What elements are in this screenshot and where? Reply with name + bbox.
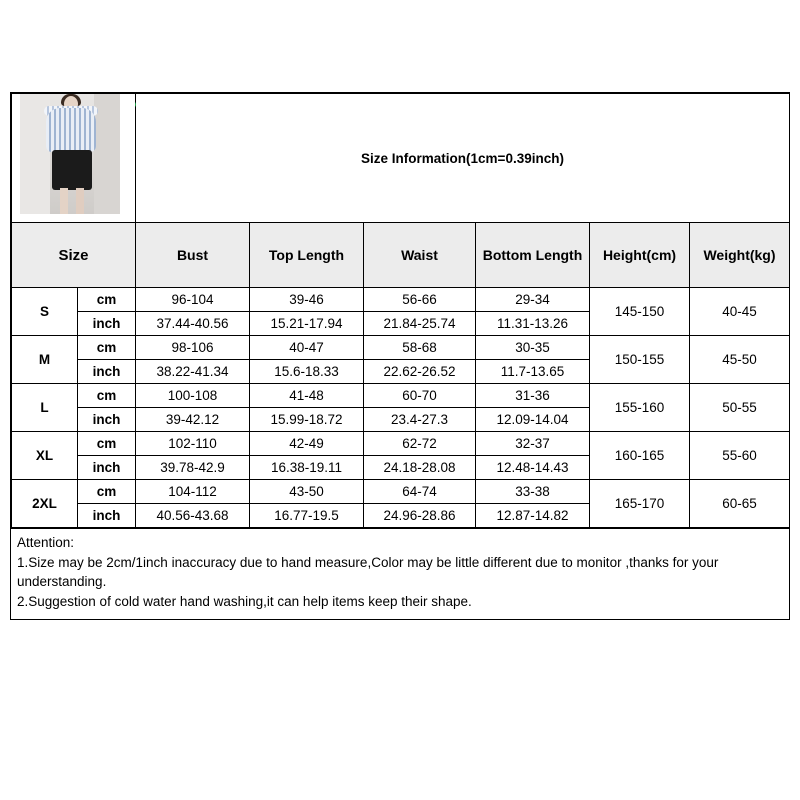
table-row: [12, 336, 790, 360]
unit-inch: inch: [78, 504, 136, 528]
cell-weight: 40-45: [690, 288, 790, 336]
column-header-waist: Waist: [364, 223, 476, 288]
cell-weight: 55-60: [690, 432, 790, 480]
cell-top-length-inch: 16.38-19.11: [250, 456, 364, 480]
cell-height: 145-150: [590, 288, 690, 336]
size-chart-sheet: [10, 92, 790, 620]
cell-top-length-inch: 15.21-17.94: [250, 312, 364, 336]
column-header-bust: Bust: [136, 223, 250, 288]
column-header-weight: Weight(kg): [690, 223, 790, 288]
unit-cm: cm: [78, 336, 136, 360]
cell-bottom-length-cm: 31-36: [476, 384, 590, 408]
cell-waist-inch: 24.18-28.08: [364, 456, 476, 480]
cell-height: 165-170: [590, 480, 690, 528]
cell-height: 160-165: [590, 432, 690, 480]
column-header-size: Size: [12, 223, 136, 288]
cell-top-length-cm: 43-50: [250, 480, 364, 504]
cell-bottom-length-inch: 11.31-13.26: [476, 312, 590, 336]
unit-inch: inch: [78, 312, 136, 336]
cell-bottom-length-inch: 12.48-14.43: [476, 456, 590, 480]
unit-cm: cm: [78, 288, 136, 312]
size-label: 2XL: [12, 480, 78, 528]
cell-bottom-length-inch: 11.7-13.65: [476, 360, 590, 384]
cell-waist-inch: 22.62-26.52: [364, 360, 476, 384]
cell-weight: 60-65: [690, 480, 790, 528]
cell-top-length-inch: 15.6-18.33: [250, 360, 364, 384]
cell-height: 155-160: [590, 384, 690, 432]
table-row: [12, 384, 790, 408]
column-header-height: Height(cm): [590, 223, 690, 288]
table-row: [12, 432, 790, 456]
cell-top-length-cm: 41-48: [250, 384, 364, 408]
cell-bottom-length-inch: 12.87-14.82: [476, 504, 590, 528]
cell-bottom-length-inch: 12.09-14.04: [476, 408, 590, 432]
attention-heading: Attention:: [17, 535, 75, 550]
cell-bust-cm: 100-108: [136, 384, 250, 408]
size-table: [11, 93, 790, 528]
cell-waist-cm: 58-68: [364, 336, 476, 360]
cell-bust-cm: 98-106: [136, 336, 250, 360]
unit-cm: cm: [78, 480, 136, 504]
cell-weight: 45-50: [690, 336, 790, 384]
cell-bottom-length-cm: 30-35: [476, 336, 590, 360]
cell-bust-inch: 37.44-40.56: [136, 312, 250, 336]
cell-top-length-cm: 39-46: [250, 288, 364, 312]
table-row: [12, 480, 790, 504]
unit-inch: inch: [78, 408, 136, 432]
cell-waist-cm: 64-74: [364, 480, 476, 504]
cell-waist-inch: 23.4-27.3: [364, 408, 476, 432]
attention-line-1: 1.Size may be 2cm/1inch inaccuracy due to hand measure,Color may be little different due to monitor ,thanks for your understanding.: [17, 554, 719, 590]
cell-bust-inch: 39-42.12: [136, 408, 250, 432]
cell-bottom-length-cm: 29-34: [476, 288, 590, 312]
cell-waist-cm: 62-72: [364, 432, 476, 456]
unit-inch: inch: [78, 456, 136, 480]
cell-height: 150-155: [590, 336, 690, 384]
unit-inch: inch: [78, 360, 136, 384]
column-header-row: [12, 223, 790, 288]
size-label: M: [12, 336, 78, 384]
cell-bust-inch: 39.78-42.9: [136, 456, 250, 480]
column-header-top-length: Top Length: [250, 223, 364, 288]
product-photo: [12, 94, 136, 223]
cell-top-length-inch: 16.77-19.5: [250, 504, 364, 528]
column-header-bottom-length: Bottom Length: [476, 223, 590, 288]
cell-bust-inch: 40.56-43.68: [136, 504, 250, 528]
cell-bottom-length-cm: 33-38: [476, 480, 590, 504]
size-label: L: [12, 384, 78, 432]
cell-waist-cm: 60-70: [364, 384, 476, 408]
cell-bust-cm: 96-104: [136, 288, 250, 312]
cell-weight: 50-55: [690, 384, 790, 432]
cell-top-length-cm: 42-49: [250, 432, 364, 456]
table-header-band: [12, 94, 790, 223]
cell-bust-cm: 104-112: [136, 480, 250, 504]
size-label: XL: [12, 432, 78, 480]
page-title: Size Information(1cm=0.39inch): [136, 94, 790, 223]
attention-note: [11, 528, 789, 619]
cell-waist-inch: 24.96-28.86: [364, 504, 476, 528]
table-row: [12, 288, 790, 312]
unit-cm: cm: [78, 384, 136, 408]
cell-waist-inch: 21.84-25.74: [364, 312, 476, 336]
size-label: S: [12, 288, 78, 336]
cell-top-length-cm: 40-47: [250, 336, 364, 360]
cell-bust-inch: 38.22-41.34: [136, 360, 250, 384]
cell-bottom-length-cm: 32-37: [476, 432, 590, 456]
cell-waist-cm: 56-66: [364, 288, 476, 312]
attention-line-2: 2.Suggestion of cold water hand washing,it can help items keep their shape.: [17, 593, 472, 609]
unit-cm: cm: [78, 432, 136, 456]
cell-top-length-inch: 15.99-18.72: [250, 408, 364, 432]
cell-bust-cm: 102-110: [136, 432, 250, 456]
